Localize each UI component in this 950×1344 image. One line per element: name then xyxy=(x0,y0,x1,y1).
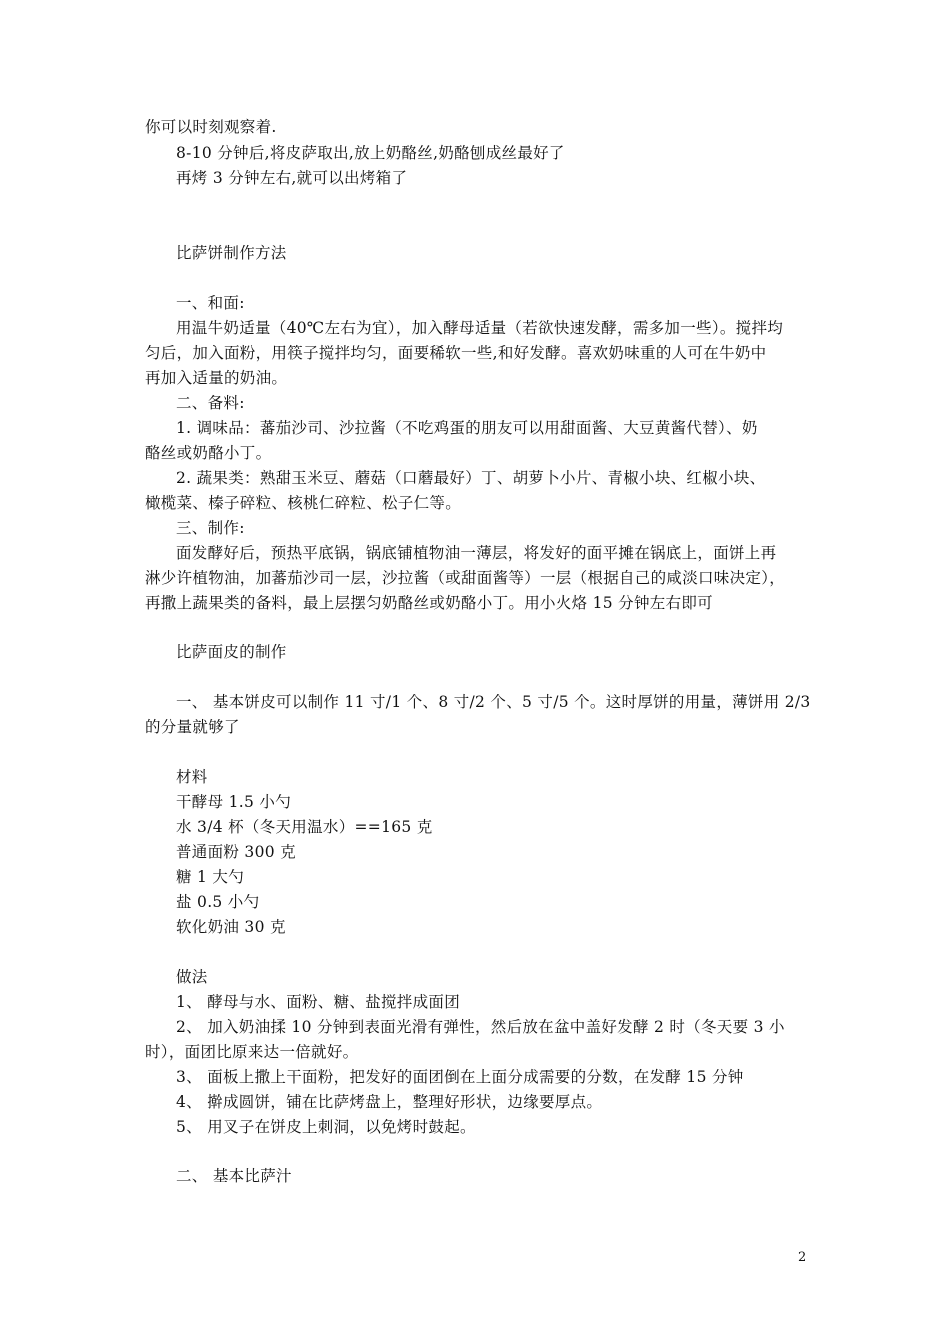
text-line: 时），面团比原来达一倍就好。 xyxy=(145,1043,359,1061)
text-line: 一、 基本饼皮可以制作 11 寸/1 个、8 寸/2 个、5 寸/5 个。这时厚饼的用量，薄饼用 2/3 xyxy=(176,693,811,711)
step-item: 1、 酵母与水、面粉、糖、盐搅拌成面团 xyxy=(176,993,460,1011)
step-item: 4、 擀成圆饼，铺在比萨烤盘上，整理好形状，边缘要厚点。 xyxy=(176,1093,603,1111)
subheading: 材料 xyxy=(176,768,208,786)
ingredient-item: 干酵母 1.5 小勺 xyxy=(176,793,292,811)
text-line: 2. 蔬果类：熟甜玉米豆、蘑菇（口蘑最好）丁、胡萝卜小片、青椒小块、红椒小块、 xyxy=(176,469,766,487)
text-line: 面发酵好后，预热平底锅，锅底铺植物油一薄层，将发好的面平摊在锅底上，面饼上再 xyxy=(176,544,777,562)
text-line: 的分量就够了 xyxy=(145,718,240,736)
text-line: 8-10 分钟后,将皮萨取出,放上奶酪丝,奶酪刨成丝最好了 xyxy=(176,144,565,162)
step-item: 5、 用叉子在饼皮上刺洞，以免烤时鼓起。 xyxy=(176,1118,476,1136)
subheading: 一、和面: xyxy=(176,294,245,312)
section-heading: 比萨面皮的制作 xyxy=(176,643,287,661)
ingredient-item: 糖 1 大勺 xyxy=(176,868,245,886)
page-number: 2 xyxy=(798,1250,807,1265)
text-line: 橄榄菜、榛子碎粒、核桃仁碎粒、松子仁等。 xyxy=(145,494,462,512)
step-item: 2、 加入奶油揉 10 分钟到表面光滑有弹性，然后放在盆中盖好发酵 2 时（冬天要 3 小 xyxy=(176,1018,785,1036)
ingredient-item: 盐 0.5 小勺 xyxy=(176,893,260,911)
text-line: 再加入适量的奶油。 xyxy=(145,369,288,387)
text-line: 淋少许植物油，加蕃茄沙司一层，沙拉酱（或甜面酱等）一层（根据自己的咸淡口味决定）， xyxy=(145,569,786,587)
text-line: 你可以时刻观察着. xyxy=(145,118,277,136)
text-line: 1. 调味品：蕃茄沙司、沙拉酱（不吃鸡蛋的朋友可以用甜面酱、大豆黄酱代替）、奶 xyxy=(176,419,758,437)
text-line: 匀后，加入面粉，用筷子搅拌均匀，面要稀软一些,和好发酵。喜欢奶味重的人可在牛奶中 xyxy=(145,344,767,362)
section-heading: 比萨饼制作方法 xyxy=(176,244,287,262)
ingredient-item: 软化奶油 30 克 xyxy=(176,918,286,936)
text-line: 用温牛奶适量（40℃左右为宜），加入酵母适量（若欲快速发酵，需多加一些）。搅拌均 xyxy=(176,319,784,337)
subheading: 三、制作: xyxy=(176,519,245,537)
text-line: 再撒上蔬果类的备料，最上层摆匀奶酪丝或奶酪小丁。用小火烙 15 分钟左右即可 xyxy=(145,594,713,612)
step-item: 3、 面板上撒上干面粉，把发好的面团倒在上面分成需要的分数，在发酵 15 分钟 xyxy=(176,1068,744,1086)
subheading: 做法 xyxy=(176,968,208,986)
section-heading: 二、 基本比萨汁 xyxy=(176,1167,292,1185)
ingredient-item: 普通面粉 300 克 xyxy=(176,843,296,861)
text-line: 酪丝或奶酪小丁。 xyxy=(145,444,272,462)
text-line: 再烤 3 分钟左右,就可以出烤箱了 xyxy=(176,169,408,187)
ingredient-item: 水 3/4 杯（冬天用温水）==165 克 xyxy=(176,818,433,836)
subheading: 二、备料: xyxy=(176,394,245,412)
